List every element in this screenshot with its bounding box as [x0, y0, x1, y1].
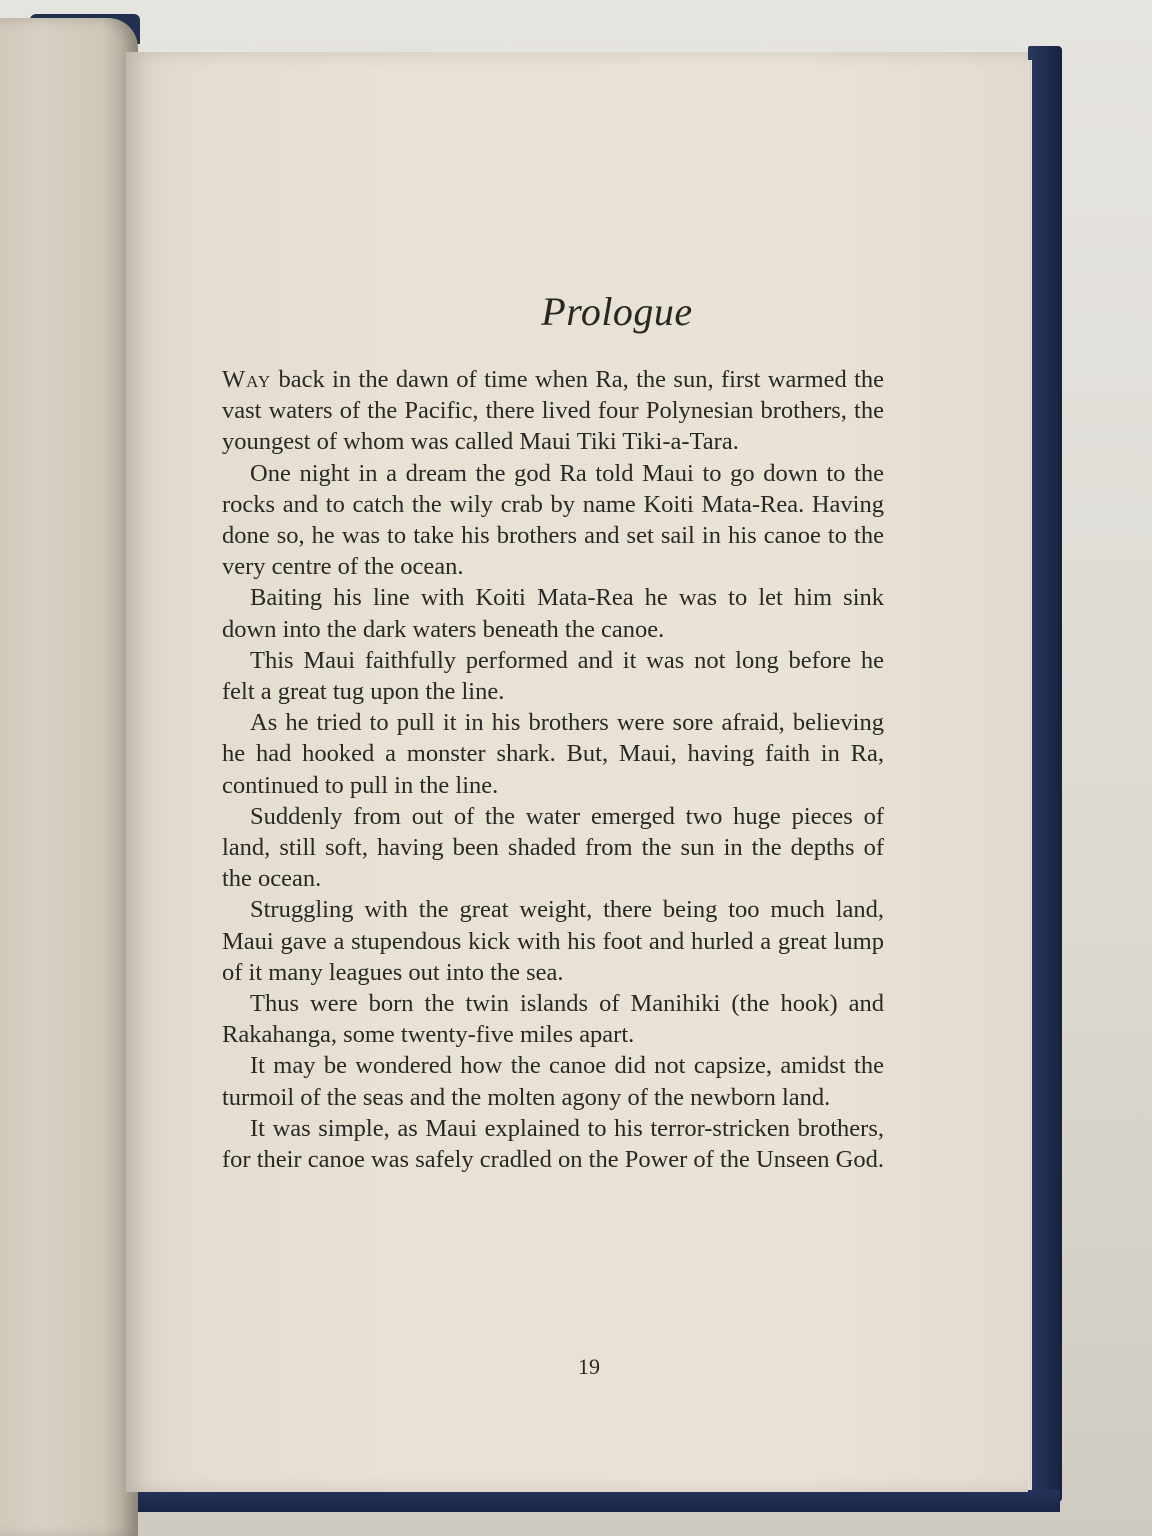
chapter-title: Prologue — [541, 289, 693, 334]
opening-word: Way — [222, 366, 272, 393]
right-page — [126, 52, 1028, 1492]
paragraph: Suddenly from out of the water emerged two huge pieces of land, still soft, having been shaded from the sun in the depths of the ocean. — [222, 802, 884, 893]
paragraph: This Maui faithfully performed and it was not long before he felt a great tug upon the line. — [222, 646, 884, 706]
book-cover-bottom — [110, 1490, 1060, 1512]
paragraph: Baiting his line with Koiti Mata-Rea he was to let him sink down into the dark waters beneath the canoe. — [222, 584, 884, 643]
paragraph: Thus were born the twin islands of Manihiki (the hook) and Rakahanga, some twenty-five miles apart. — [222, 990, 884, 1049]
page-number: 19 — [578, 1354, 600, 1379]
left-page — [0, 18, 138, 1536]
paragraph: As he tried to pull it in his brothers were sore afraid, believing he had hooked a monster shark. But, Maui, having faith in Ra, continued to pull in the line. — [222, 709, 884, 799]
paragraph: It may be wondered how the canoe did not capsize, amidst the turmoil of the seas and the molten agony of the newborn land. — [222, 1052, 884, 1111]
paragraph: Struggling with the great weight, there being too much land, Maui gave a stupendous kick with his foot and hurled a great lump of it many leagues out into the sea. — [222, 896, 884, 986]
paragraph: Way back in the dawn of time when Ra, the sun, first warmed the vast waters of the Pacific, there lived four Polynesian brothers, the youngest of whom was called Maui Tiki Tiki-a-Tara. — [222, 366, 885, 456]
book-cover-edge — [1028, 46, 1062, 1502]
paragraph: One night in a dream the god Ra told Maui to go down to the rocks and to catch the wily crab by name Koiti Mata-Rea. Having done so, he was to take his brothers and set sail in his canoe to the very centre of the ocean. — [222, 459, 884, 581]
prose-body — [222, 364, 884, 1175]
paragraph: It was simple, as Maui explained to his terror-stricken brothers, for their canoe was safely cradled on the Power of the Unseen God. — [222, 1114, 884, 1174]
